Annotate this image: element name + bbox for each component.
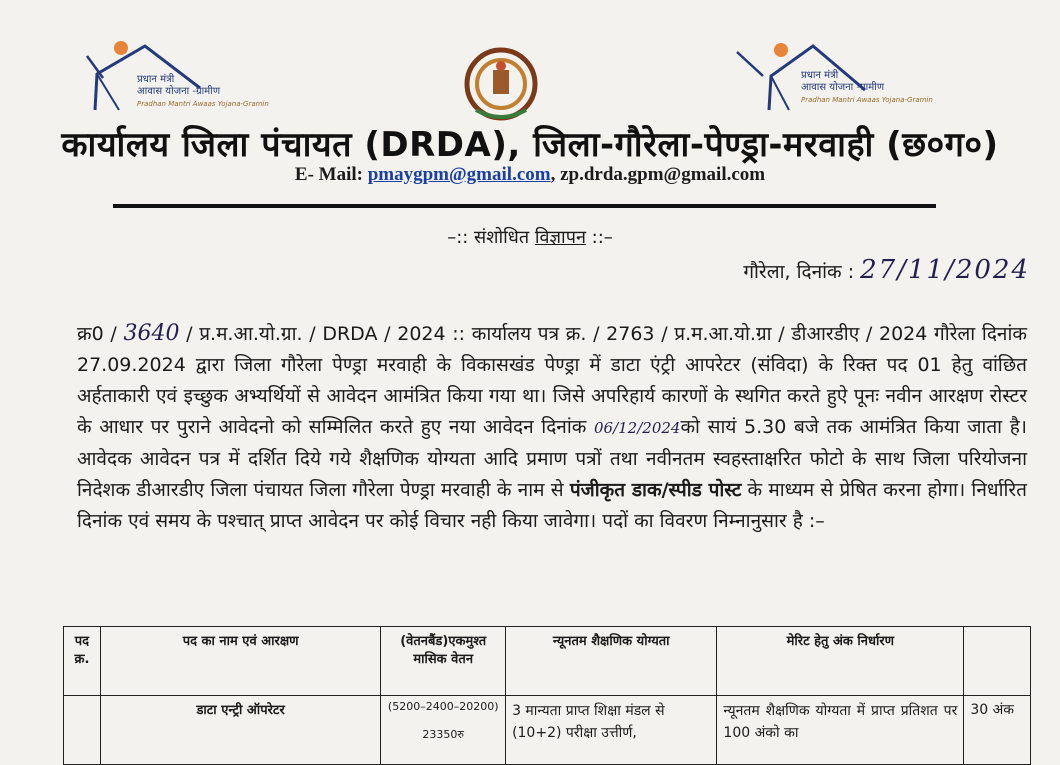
logo-right-line2: आवास योजना -ग्रामीण xyxy=(801,82,885,93)
email-secondary: zp.drda.gpm@gmail.com xyxy=(560,164,766,185)
email-label: E- Mail: xyxy=(294,164,363,185)
notice-body xyxy=(77,318,1027,537)
place-date-label: गौरेला, दिनांक : xyxy=(743,261,855,283)
cell-marks: 30 अंक xyxy=(964,696,1031,765)
pmay-logo-right xyxy=(735,40,935,120)
cell-pay xyxy=(381,696,506,765)
body-part-3: के माध्यम से प्रेषित करना होगा। निर्धारित दिनांक एवं समय के पश्चात् प्राप्त आवेदन पर कोई विचार नही किया जावेगा। पदों का विवरण निम्नानुसार है :– xyxy=(77,479,1028,532)
email-separator: , xyxy=(550,164,556,185)
col-qualification: न्यूनतम शैक्षणिक योग्यता xyxy=(506,627,717,696)
col-pay: (वेतनबैंड)एकमुश्त मासिक वेतन xyxy=(381,627,506,696)
body-part-1: / प्र.म.आ.यो.ग्रा. / DRDA / 2024 :: कार्यालय पत्र क्र. / 2763 / प्र.म.आ.यो.ग्रा / डीआरडीए / 2024 गौरेला दिनांक 27.09.2024 द्वारा जिला गौरेला पेण्ड्रा मरवाही के विकासखंड पेण्ड्रा में डाटा एंट्री आपरेटर (संविदा) के रिक्त पद 01 हेतु वांछित अर्हताकारी एवं इच्छुक अभ्यर्थियों से आवेदन आमंत्रित किया गया था। जिसे अपरिहार्य कारणों के स्थगित करते हुऐ पूनः नवीन आरक्षण रोस्टर के आधार पर पुराने आवेदनो को सम्मिलित करते हुए नया आवेदन दिनांक xyxy=(77,323,1027,438)
posts-table xyxy=(63,626,1031,765)
col-marks xyxy=(964,627,1031,696)
new-date-handwritten: 06/12/2024 xyxy=(594,419,681,437)
office-title: कार्यालय जिला पंचायत (DRDA), जिला-गौरेला-पेण्ड्रा-मरवाही (छ०ग०) xyxy=(61,125,999,165)
col-sno: पद क्र. xyxy=(64,627,101,696)
table-header-row xyxy=(64,627,1031,696)
cell-post: डाटा एन्ट्री ऑपरेटर xyxy=(100,696,380,765)
header-divider xyxy=(113,204,936,208)
logo-left-line3: Pradhan Mantri Awaas Yojana-Gramin xyxy=(137,100,269,108)
table-row xyxy=(64,696,1031,765)
pmay-logo-left xyxy=(75,38,275,118)
cell-qualification: 3 मान्यता प्राप्त शिक्षा मंडल से (10+2) परीक्षा उत्तीर्ण, xyxy=(506,696,717,765)
ref-prefix: क्र0 / xyxy=(77,323,117,345)
body-part-2: को सायं 5.30 बजे तक आमंत्रित किया जाता है। आवेदक आवेदन पत्र में दर्शित दिये गये शैक्षणिक योग्यता आदि प्रमाण पत्रों तथा नवीनतम स्वहस्ताक्षरित फोटो के साथ जिला परियोजना निदेशक डीआरडीए जिला पंचायत जिला गौरेला पेण्ड्रा मरवाही के नाम से xyxy=(77,416,1028,501)
handwritten-date: 27/11/2024 xyxy=(860,255,1030,285)
ref-number-handwritten: 3640 xyxy=(123,321,180,346)
body-bold-post: पंजीकृत डाक/स्पीड पोस्ट xyxy=(569,479,742,501)
email-link-primary[interactable]: pmaygpm@gmail.com xyxy=(367,164,551,185)
pay-amount: 23350रु xyxy=(422,728,464,741)
cell-sno xyxy=(64,696,101,765)
emblem-seal-icon xyxy=(456,44,546,124)
logo-right-line1: प्रधान मंत्री xyxy=(801,70,839,81)
pay-band: (5200–2400–20200) xyxy=(387,700,499,713)
heading-suffix: ::– xyxy=(585,227,613,248)
heading-word: विज्ञापन xyxy=(534,227,586,248)
logo-left-line1: प्रधान मंत्री xyxy=(137,74,175,85)
logo-right-line3: Pradhan Mantri Awaas Yojana-Gramin xyxy=(801,96,933,104)
col-merit: मेरिट हेतु अंक निर्धारण xyxy=(717,627,964,696)
col-post-name: पद का नाम एवं आरक्षण xyxy=(100,627,380,696)
state-emblem xyxy=(456,44,546,128)
cell-merit: न्यूनतम शैक्षणिक योग्यता में प्राप्त प्रतिशत पर 100 अंको का xyxy=(717,696,964,765)
notice-heading xyxy=(0,225,1060,249)
heading-prefix: –:: संशोधित xyxy=(447,227,535,248)
logo-left-line2: आवास योजना -ग्रामीण xyxy=(137,86,221,97)
place-date xyxy=(743,255,1030,285)
email-line xyxy=(0,164,1060,186)
